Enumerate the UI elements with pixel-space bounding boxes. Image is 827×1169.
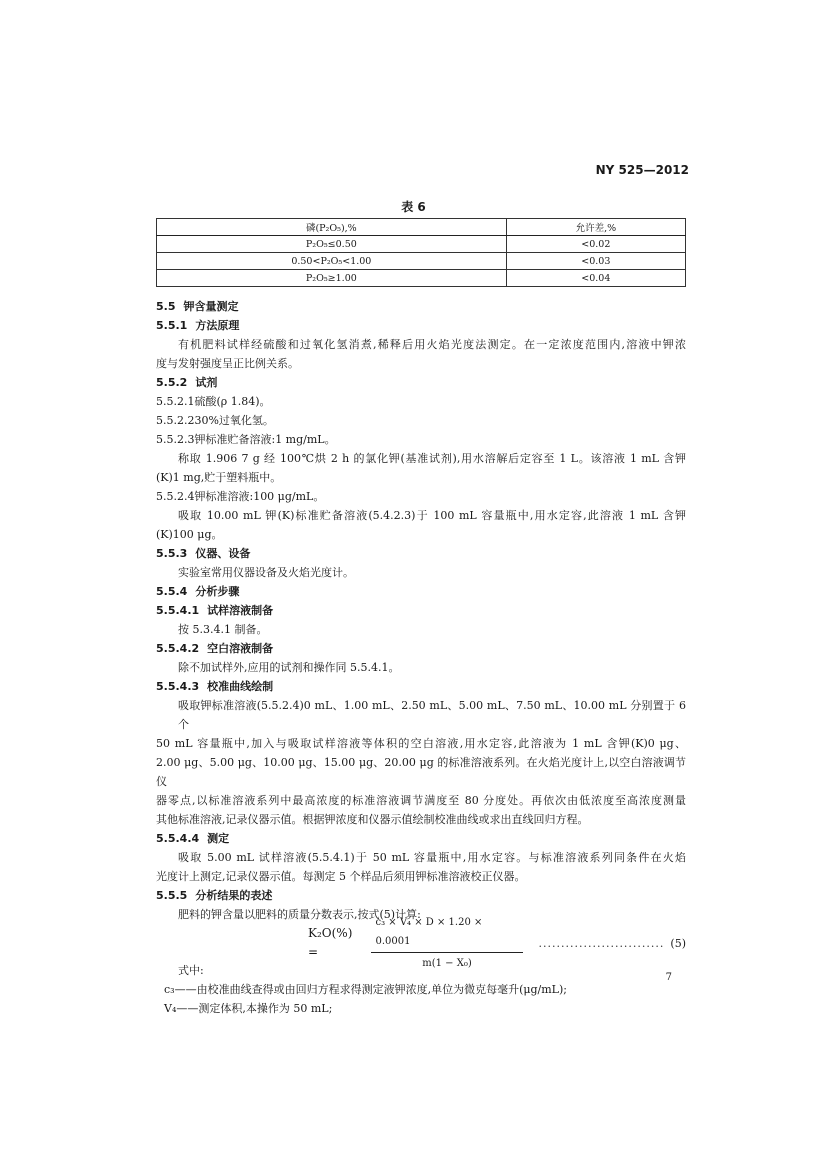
item-5-5-2-2: 5.5.2.230%过氧化氢。 xyxy=(156,414,274,427)
table-cell: <0.04 xyxy=(506,270,685,287)
table-cell: <0.02 xyxy=(506,236,685,253)
standard-code: NY 525—2012 xyxy=(595,163,689,177)
variable-definition: V₄——测定体积,本操作为 50 mL; xyxy=(164,1002,333,1015)
table-header-row xyxy=(157,219,686,236)
heading-5-5-4: 5.5.4 分析步骤 xyxy=(156,585,240,598)
item-5-5-2-1: 5.5.2.1硫酸(ρ 1.84)。 xyxy=(156,395,271,408)
paragraph-line: 吸取钾标准溶液(5.5.2.4)0 mL、1.00 mL、2.50 mL、5.00 mL、7.50 mL、10.00 mL 分别置于 6 个 xyxy=(178,699,686,731)
where-label: 式中: xyxy=(178,964,204,977)
heading-5-5-3: 5.5.3 仪器、设备 xyxy=(156,547,251,560)
formula-numerator: c₃ × V₄ × D × 1.20 × 0.0001 xyxy=(371,913,522,953)
heading-5-5-2: 5.5.2 试剂 xyxy=(156,376,218,389)
paragraph-line: 50 mL 容量瓶中,加入与吸取试样溶液等体积的空白溶液,用水定容,此溶液为 1 mL 含钾(K)0 μg、 xyxy=(156,737,686,750)
table-row xyxy=(157,236,686,253)
heading-5-5: 5.5 钾含量测定 xyxy=(156,300,239,313)
paragraph-line: 有机肥料试样经硫酸和过氧化氢消煮,稀释后用火焰光度法测定。在一定浓度范围内,溶液中钾浓 xyxy=(178,338,686,351)
table-cell: P₂O₅≥1.00 xyxy=(157,270,507,287)
heading-5-5-4-3: 5.5.4.3 校准曲线绘制 xyxy=(156,680,274,693)
document-body xyxy=(156,297,686,1018)
paragraph-line: (K)100 μg。 xyxy=(156,528,223,541)
paragraph-line: 肥料的钾含量以肥料的质量分数表示,按式(5)计算: xyxy=(178,908,421,921)
formula-5 xyxy=(156,917,686,969)
paragraph-line: 器零点,以标准溶液系列中最高浓度的标准溶液调节满度至 80 分度处。再依次由低浓度至高浓度测量 xyxy=(156,794,686,807)
table-cell: <0.03 xyxy=(506,253,685,270)
table-row xyxy=(157,270,686,287)
formula-denominator: m(1 − X₀) xyxy=(422,958,472,969)
table-row xyxy=(157,253,686,270)
paragraph-line: 吸取 5.00 mL 试样溶液(5.5.4.1)于 50 mL 容量瓶中,用水定容。与标准溶液系列同条件在火焰 xyxy=(178,851,686,864)
variable-definition: c₃——由校准曲线查得或由回归方程求得测定液钾浓度,单位为微克每毫升(μg/mL); xyxy=(164,983,567,996)
paragraph-line: 度与发射强度呈正比例关系。 xyxy=(156,357,299,370)
paragraph-line: 2.00 μg、5.00 μg、10.00 μg、15.00 μg、20.00 μg 的标准溶液系列。在火焰光度计上,以空白溶液调节仪 xyxy=(156,756,686,788)
paragraph-line: 实验室常用仪器设备及火焰光度计。 xyxy=(178,566,354,579)
heading-5-5-5: 5.5.5 分析结果的表述 xyxy=(156,889,273,902)
item-5-5-2-3: 5.5.2.3钾标准贮备溶液:1 mg/mL。 xyxy=(156,433,336,446)
heading-5-5-4-1: 5.5.4.1 试样溶液制备 xyxy=(156,604,274,617)
paragraph-line: 除不加试样外,应用的试剂和操作同 5.5.4.1。 xyxy=(178,661,400,674)
col-header-phosphorus: 磷(P₂O₅),% xyxy=(157,219,507,236)
heading-5-5-4-2: 5.5.4.2 空白溶液制备 xyxy=(156,642,274,655)
formula-number: (5) xyxy=(670,936,686,950)
table-cell: 0.50<P₂O₅<1.00 xyxy=(157,253,507,270)
table-cell: P₂O₅≤0.50 xyxy=(157,236,507,253)
item-5-5-2-4: 5.5.2.4钾标准溶液:100 μg/mL。 xyxy=(156,490,325,503)
formula-lhs: K₂O(%) = xyxy=(308,926,353,959)
paragraph-line: 按 5.3.4.1 制备。 xyxy=(178,623,268,636)
paragraph-line: 吸取 10.00 mL 钾(K)标准贮备溶液(5.4.2.3)于 100 mL 容量瓶中,用水定容,此溶液 1 mL 含钾 xyxy=(178,509,686,522)
heading-5-5-1: 5.5.1 方法原理 xyxy=(156,319,240,332)
col-header-tolerance: 允许差,% xyxy=(506,219,685,236)
paragraph-line: 光度计上测定,记录仪器示值。每测定 5 个样品后须用钾标准溶液校正仪器。 xyxy=(156,870,526,883)
page-number: 7 xyxy=(665,972,672,983)
paragraph-line: 其他标准溶液,记录仪器示值。根据钾浓度和仪器示值绘制校准曲线或求出直线回归方程。 xyxy=(156,813,589,826)
formula-fraction xyxy=(371,913,522,973)
formula-leader-dots: ............................ xyxy=(538,936,665,950)
heading-5-5-4-4: 5.5.4.4 测定 xyxy=(156,832,230,845)
paragraph-line: (K)1 mg,贮于塑料瓶中。 xyxy=(156,471,282,484)
paragraph-line: 称取 1.906 7 g 经 100℃烘 2 h 的氯化钾(基准试剂),用水溶解后定容至 1 L。该溶液 1 mL 含钾 xyxy=(178,452,686,465)
tolerance-table xyxy=(156,218,686,287)
table-title: 表 6 xyxy=(401,200,426,214)
